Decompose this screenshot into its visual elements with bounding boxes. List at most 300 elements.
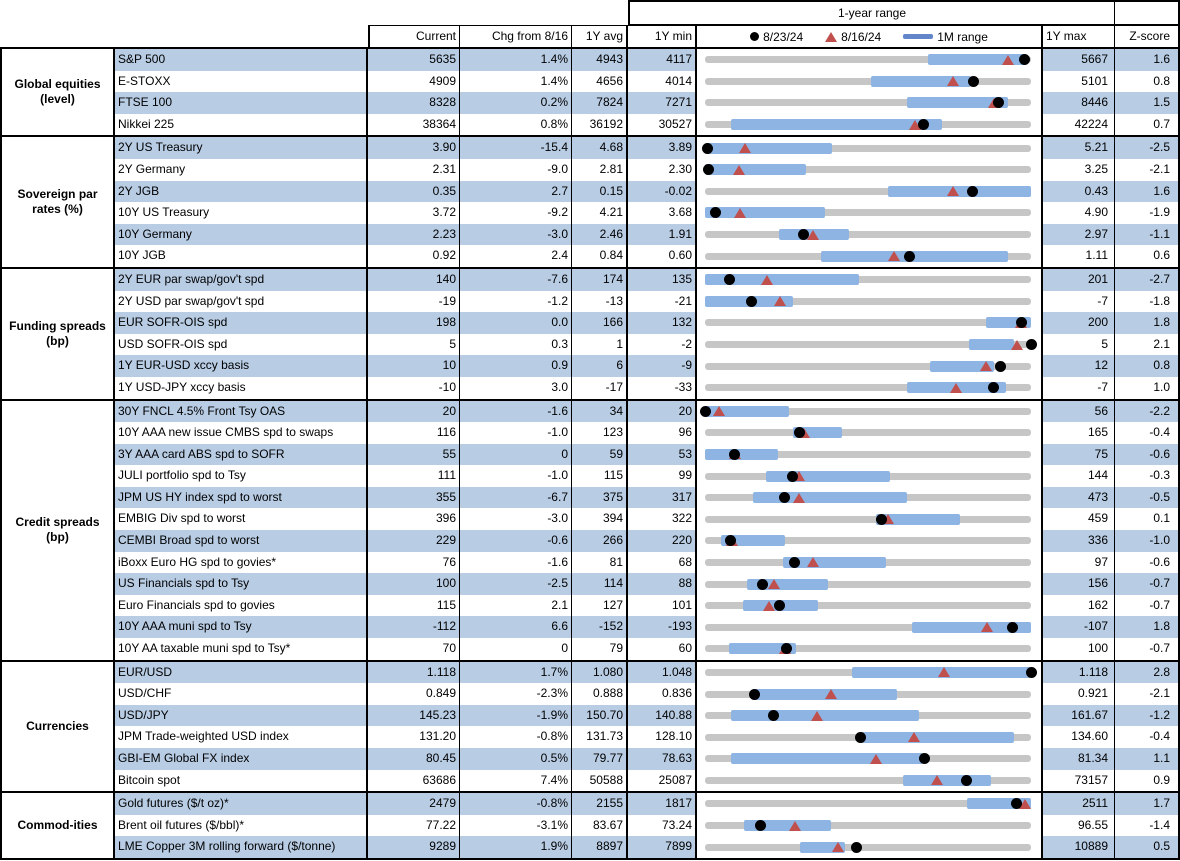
- min-1y-value: 88: [628, 573, 697, 595]
- range-chart: [697, 705, 1043, 727]
- dot-marker-8-23-icon: [851, 842, 862, 853]
- max-1y-value: 165: [1043, 422, 1115, 444]
- table-row: [115, 683, 1180, 705]
- range-chart: [697, 114, 1043, 136]
- avg-1y-value: 123: [572, 422, 628, 444]
- range-track-wrap: [705, 269, 1031, 291]
- zscore-value: 1.8: [1115, 312, 1180, 334]
- triangle-marker-8-16-icon: [832, 842, 844, 852]
- range-chart: [697, 377, 1043, 399]
- table-row: [115, 159, 1180, 181]
- table-row: [115, 465, 1180, 487]
- max-1y-value: 200: [1043, 312, 1115, 334]
- range-track-wrap: [705, 444, 1031, 466]
- range-chart: [697, 355, 1043, 377]
- one-month-range-bar: [752, 689, 897, 700]
- chg-value: -1.0: [460, 465, 572, 487]
- min-1y-value: 68: [628, 552, 697, 574]
- avg-1y-value: 79.77: [572, 748, 628, 770]
- range-track-wrap: [705, 487, 1031, 509]
- min-1y-value: 99: [628, 465, 697, 487]
- range-track: [705, 319, 1031, 326]
- avg-1y-value: 2155: [572, 793, 628, 815]
- chg-value: 0.3: [460, 334, 572, 356]
- dot-marker-8-23-icon: [1011, 798, 1022, 809]
- section: [2, 793, 1180, 860]
- range-chart: [697, 137, 1043, 159]
- range-header-row: [0, 0, 1180, 25]
- triangle-marker-8-16-icon: [825, 689, 837, 699]
- triangle-marker-8-16-icon: [870, 754, 882, 764]
- max-1y-value: -7: [1043, 377, 1115, 399]
- zscore-value: -1.2: [1115, 705, 1180, 727]
- table-row: [115, 355, 1180, 377]
- zscore-value: -1.8: [1115, 291, 1180, 313]
- avg-1y-value: 115: [572, 465, 628, 487]
- avg-1y-value: 4943: [572, 49, 628, 71]
- zscore-value: 0.5: [1115, 836, 1180, 858]
- chg-value: 0.2%: [460, 92, 572, 114]
- range-track-wrap: [705, 552, 1031, 574]
- min-1y-value: 0.836: [628, 683, 697, 705]
- range-track-wrap: [705, 683, 1031, 705]
- row-label: EUR SOFR-OIS spd: [115, 312, 368, 334]
- row-label: USD/CHF: [115, 683, 368, 705]
- max-1y-value: 336: [1043, 530, 1115, 552]
- zscore-value: -0.6: [1115, 444, 1180, 466]
- range-chart: [697, 444, 1043, 466]
- chg-value: -1.2: [460, 291, 572, 313]
- avg-1y-value: -152: [572, 616, 628, 638]
- dot-marker-8-23-icon: [787, 471, 798, 482]
- max-1y-value: 1.118: [1043, 662, 1115, 684]
- range-chart: [697, 836, 1043, 858]
- section-label: Currencies: [2, 662, 115, 792]
- avg-1y-value: 127: [572, 595, 628, 617]
- range-track-wrap: [705, 202, 1031, 224]
- range-chart: [697, 269, 1043, 291]
- table-row: [115, 224, 1180, 246]
- zscore-value: 1.0: [1115, 377, 1180, 399]
- current-value: -19: [368, 291, 460, 313]
- current-value: 1.118: [368, 662, 460, 684]
- one-month-range-bar: [731, 753, 923, 764]
- range-chart: [697, 662, 1043, 684]
- zscore-value: 2.8: [1115, 662, 1180, 684]
- range-track-wrap: [705, 726, 1031, 748]
- range-track-wrap: [705, 224, 1031, 246]
- table-row: [115, 793, 1180, 815]
- section-label: Global equities (level): [2, 49, 115, 135]
- range-chart: [697, 638, 1043, 660]
- section: [2, 662, 1180, 794]
- current-value: 115: [368, 595, 460, 617]
- chg-value: -2.3%: [460, 683, 572, 705]
- current-value: 70: [368, 638, 460, 660]
- range-track-wrap: [705, 422, 1031, 444]
- max-1y-value: 5.21: [1043, 137, 1115, 159]
- row-label: USD SOFR-OIS spd: [115, 334, 368, 356]
- avg-1y-value: 2.81: [572, 159, 628, 181]
- max-1y-value: 1.11: [1043, 245, 1115, 267]
- range-track-wrap: [705, 159, 1031, 181]
- dot-marker-8-23-icon: [876, 514, 887, 525]
- zscore-value: 0.7: [1115, 114, 1180, 136]
- table-row: [115, 269, 1180, 291]
- triangle-marker-8-16-icon: [713, 406, 725, 416]
- avg-1y-value: 114: [572, 573, 628, 595]
- range-track-wrap: [705, 465, 1031, 487]
- avg-1y-value: 150.70: [572, 705, 628, 727]
- section-label: Commod-ities: [2, 793, 115, 858]
- chg-value: 0.8%: [460, 114, 572, 136]
- table-row: [115, 616, 1180, 638]
- max-1y-value: 56: [1043, 401, 1115, 423]
- max-1y-value: 12: [1043, 355, 1115, 377]
- chg-value: -1.6: [460, 401, 572, 423]
- dot-marker-8-23-icon: [749, 689, 760, 700]
- row-label: 1Y EUR-USD xccy basis: [115, 355, 368, 377]
- table-row: [115, 114, 1180, 136]
- dot-marker-8-23-icon: [904, 251, 915, 262]
- zscore-value: 2.1: [1115, 334, 1180, 356]
- one-month-range-bar: [705, 207, 825, 218]
- avg-1y-value: 266: [572, 530, 628, 552]
- legend-dot-label: 8/23/24: [763, 29, 804, 44]
- current-value: 116: [368, 422, 460, 444]
- min-1y-value: 135: [628, 269, 697, 291]
- current-value: 198: [368, 312, 460, 334]
- dot-marker-8-23-icon: [700, 406, 711, 417]
- range-track: [705, 429, 1031, 436]
- range-track: [705, 516, 1031, 523]
- range-track-wrap: [705, 793, 1031, 815]
- section: [2, 137, 1180, 269]
- current-value: 131.20: [368, 726, 460, 748]
- range-track-wrap: [705, 71, 1031, 93]
- triangle-marker-8-16-icon: [789, 821, 801, 831]
- row-label: 10Y AA taxable muni spd to Tsy*: [115, 638, 368, 660]
- avg-1y-value: 0.84: [572, 245, 628, 267]
- chg-value: -0.6: [460, 530, 572, 552]
- avg-1y-value: 394: [572, 508, 628, 530]
- chg-value: -9.2: [460, 202, 572, 224]
- min-1y-value: 53: [628, 444, 697, 466]
- table-row: [115, 245, 1180, 267]
- header-spacer-labels: [0, 25, 368, 47]
- row-label: CEMBI Broad spd to worst: [115, 530, 368, 552]
- max-1y-value: 96.55: [1043, 815, 1115, 837]
- min-1y-value: 322: [628, 508, 697, 530]
- chg-value: 1.4%: [460, 49, 572, 71]
- max-1y-value: 4.90: [1043, 202, 1115, 224]
- range-track-wrap: [705, 401, 1031, 423]
- table-row: [115, 181, 1180, 203]
- current-value: 3.90: [368, 137, 460, 159]
- section-rows: [115, 401, 1180, 660]
- range-track-wrap: [705, 815, 1031, 837]
- range-track-wrap: [705, 245, 1031, 267]
- dot-marker-8-23-icon: [757, 579, 768, 590]
- max-1y-value: 3.25: [1043, 159, 1115, 181]
- avg-1y-value: 2.46: [572, 224, 628, 246]
- range-track-wrap: [705, 137, 1031, 159]
- range-chart: [697, 726, 1043, 748]
- zscore-value: 1.6: [1115, 181, 1180, 203]
- dot-marker-8-23-icon: [995, 361, 1006, 372]
- avg-1y-value: 0.15: [572, 181, 628, 203]
- chart-legend: [697, 25, 1043, 47]
- section-rows: [115, 269, 1180, 399]
- max-1y-value: 8446: [1043, 92, 1115, 114]
- current-value: 140: [368, 269, 460, 291]
- table-row: [115, 487, 1180, 509]
- range-chart: [697, 334, 1043, 356]
- table-row: [115, 92, 1180, 114]
- max-1y-value: 81.34: [1043, 748, 1115, 770]
- avg-1y-value: 59: [572, 444, 628, 466]
- avg-1y-value: 166: [572, 312, 628, 334]
- row-label: JPM US HY index spd to worst: [115, 487, 368, 509]
- table-row: [115, 422, 1180, 444]
- column-header-row: [0, 25, 1180, 47]
- min-1y-value: 7899: [628, 836, 697, 858]
- triangle-marker-8-16-icon: [947, 186, 959, 196]
- min-1y-value: -33: [628, 377, 697, 399]
- range-track-wrap: [705, 595, 1031, 617]
- current-value: 0.92: [368, 245, 460, 267]
- triangle-marker-8-16-icon: [739, 143, 751, 153]
- range-track: [705, 78, 1031, 85]
- current-value: 63686: [368, 770, 460, 792]
- one-month-range-bar: [859, 732, 1014, 743]
- one-month-range-bar: [705, 449, 778, 460]
- min-1y-value: 7271: [628, 92, 697, 114]
- one-month-range-bar: [731, 710, 919, 721]
- triangle-marker-8-16-icon: [981, 622, 993, 632]
- avg-1y-value: 1.080: [572, 662, 628, 684]
- range-track-wrap: [705, 616, 1031, 638]
- section-label: Sovereign par rates (%): [2, 137, 115, 267]
- avg-1y-value: -13: [572, 291, 628, 313]
- section-label: Funding spreads (bp): [2, 269, 115, 399]
- min-1y-value: 25087: [628, 770, 697, 792]
- current-value: 0.849: [368, 683, 460, 705]
- table-row: [115, 508, 1180, 530]
- zscore-value: -2.2: [1115, 401, 1180, 423]
- range-track-wrap: [705, 312, 1031, 334]
- range-chart: [697, 616, 1043, 638]
- min-1y-value: 1817: [628, 793, 697, 815]
- max-1y-value: 134.60: [1043, 726, 1115, 748]
- current-value: 0.35: [368, 181, 460, 203]
- table-row: [115, 312, 1180, 334]
- max-1y-value: 73157: [1043, 770, 1115, 792]
- row-label: 3Y AAA card ABS spd to SOFR: [115, 444, 368, 466]
- range-track-wrap: [705, 181, 1031, 203]
- chg-value: -15.4: [460, 137, 572, 159]
- row-label: GBI-EM Global FX index: [115, 748, 368, 770]
- row-label: 10Y Germany: [115, 224, 368, 246]
- chg-value: 2.1: [460, 595, 572, 617]
- min-1y-value: 1.048: [628, 662, 697, 684]
- range-track-wrap: [705, 291, 1031, 313]
- range-chart: [697, 487, 1043, 509]
- triangle-marker-8-16-icon: [774, 296, 786, 306]
- zscore-value: -0.6: [1115, 552, 1180, 574]
- dot-marker-8-23-icon: [768, 710, 779, 721]
- max-1y-value: 42224: [1043, 114, 1115, 136]
- row-label: JULI portfolio spd to Tsy: [115, 465, 368, 487]
- table-row: [115, 726, 1180, 748]
- zscore-value: -2.1: [1115, 159, 1180, 181]
- range-chart: [697, 595, 1043, 617]
- range-chart: [697, 159, 1043, 181]
- zscore-value: -1.9: [1115, 202, 1180, 224]
- max-1y-value: 156: [1043, 573, 1115, 595]
- triangle-marker-8-16-icon: [807, 557, 819, 567]
- dot-marker-8-23-icon: [1026, 667, 1037, 678]
- dot-marker-icon: [750, 32, 759, 41]
- range-track-wrap: [705, 770, 1031, 792]
- chg-value: 0.5%: [460, 748, 572, 770]
- min-1y-value: 317: [628, 487, 697, 509]
- zscore-value: -0.7: [1115, 638, 1180, 660]
- row-label: 2Y US Treasury: [115, 137, 368, 159]
- max-1y-value: 5101: [1043, 71, 1115, 93]
- range-chart: [697, 683, 1043, 705]
- row-label: 30Y FNCL 4.5% Front Tsy OAS: [115, 401, 368, 423]
- range-chart: [697, 508, 1043, 530]
- max-1y-value: 5: [1043, 334, 1115, 356]
- triangle-marker-8-16-icon: [908, 732, 920, 742]
- dot-marker-8-23-icon: [968, 76, 979, 87]
- current-value: 20: [368, 401, 460, 423]
- range-track: [705, 844, 1031, 851]
- max-1y-value: 473: [1043, 487, 1115, 509]
- avg-1y-value: 83.67: [572, 815, 628, 837]
- min-1y-value: 132: [628, 312, 697, 334]
- zscore-value: 0.9: [1115, 770, 1180, 792]
- zscore-value: 0.8: [1115, 71, 1180, 93]
- range-chart: [697, 202, 1043, 224]
- row-label: JPM Trade-weighted USD index: [115, 726, 368, 748]
- range-chart: [697, 465, 1043, 487]
- table-row: [115, 377, 1180, 399]
- row-label: 10Y AAA new issue CMBS spd to swaps: [115, 422, 368, 444]
- section: [2, 269, 1180, 401]
- one-month-range-bar: [969, 339, 1014, 350]
- range-chart: [697, 245, 1043, 267]
- avg-1y-value: 1: [572, 334, 628, 356]
- section-rows: [115, 793, 1180, 858]
- min-1y-value: 3.89: [628, 137, 697, 159]
- avg-1y-value: 6: [572, 355, 628, 377]
- range-track-wrap: [705, 114, 1031, 136]
- section-rows: [115, 137, 1180, 267]
- range-track-wrap: [705, 92, 1031, 114]
- current-value: -112: [368, 616, 460, 638]
- row-label: 1Y USD-JPY xccy basis: [115, 377, 368, 399]
- zscore-value: 0.1: [1115, 508, 1180, 530]
- table-row: [115, 49, 1180, 71]
- range-track-wrap: [705, 508, 1031, 530]
- max-1y-value: -107: [1043, 616, 1115, 638]
- row-label: Bitcoin spot: [115, 770, 368, 792]
- row-label: 10Y US Treasury: [115, 202, 368, 224]
- avg-1y-value: 375: [572, 487, 628, 509]
- min-1y-value: -0.02: [628, 181, 697, 203]
- range-chart: [697, 49, 1043, 71]
- max-1y-value: 2511: [1043, 793, 1115, 815]
- range-track-wrap: [705, 662, 1031, 684]
- avg-1y-value: 4.21: [572, 202, 628, 224]
- column-header-current: Current: [368, 25, 460, 47]
- legend-item-dot: [750, 27, 803, 47]
- triangle-marker-8-16-icon: [947, 76, 959, 86]
- avg-1y-value: -17: [572, 377, 628, 399]
- zscore-value: -1.4: [1115, 815, 1180, 837]
- current-value: 229: [368, 530, 460, 552]
- section: [2, 49, 1180, 137]
- chg-value: -3.1%: [460, 815, 572, 837]
- avg-1y-value: 8897: [572, 836, 628, 858]
- max-1y-value: 2.97: [1043, 224, 1115, 246]
- min-1y-value: 30527: [628, 114, 697, 136]
- dot-marker-8-23-icon: [918, 119, 929, 130]
- chg-value: -9.0: [460, 159, 572, 181]
- row-label: EUR/USD: [115, 662, 368, 684]
- table-row: [115, 401, 1180, 423]
- row-label: 10Y JGB: [115, 245, 368, 267]
- column-header-1y-max: 1Y max: [1043, 25, 1115, 47]
- table-row: [115, 334, 1180, 356]
- range-chart: [697, 573, 1043, 595]
- triangle-marker-8-16-icon: [733, 165, 745, 175]
- row-label: 2Y USD par swap/gov't spd: [115, 291, 368, 313]
- max-1y-value: 10889: [1043, 836, 1115, 858]
- current-value: 9289: [368, 836, 460, 858]
- zscore-value: -0.4: [1115, 726, 1180, 748]
- min-1y-value: 220: [628, 530, 697, 552]
- max-1y-value: 161.67: [1043, 705, 1115, 727]
- zscore-value: -2.7: [1115, 269, 1180, 291]
- one-month-range-bar: [705, 143, 832, 154]
- table-row: [115, 638, 1180, 660]
- range-track-wrap: [705, 377, 1031, 399]
- triangle-marker-8-16-icon: [1002, 55, 1014, 65]
- table-row: [115, 705, 1180, 727]
- chg-value: -1.0: [460, 422, 572, 444]
- row-label: Nikkei 225: [115, 114, 368, 136]
- max-1y-value: 0.921: [1043, 683, 1115, 705]
- chg-value: 2.7: [460, 181, 572, 203]
- legend-item-triangle: [825, 27, 881, 47]
- current-value: 38364: [368, 114, 460, 136]
- zscore-value: -0.4: [1115, 422, 1180, 444]
- column-header-1y-avg: 1Y avg: [572, 25, 628, 47]
- chg-value: -6.7: [460, 487, 572, 509]
- one-month-range-bar: [753, 492, 907, 503]
- avg-1y-value: 79: [572, 638, 628, 660]
- range-chart: [697, 552, 1043, 574]
- row-label: S&P 500: [115, 49, 368, 71]
- min-1y-value: 4117: [628, 49, 697, 71]
- zscore-value: 1.5: [1115, 92, 1180, 114]
- min-1y-value: 60: [628, 638, 697, 660]
- current-value: 2.31: [368, 159, 460, 181]
- chg-value: 6.6: [460, 616, 572, 638]
